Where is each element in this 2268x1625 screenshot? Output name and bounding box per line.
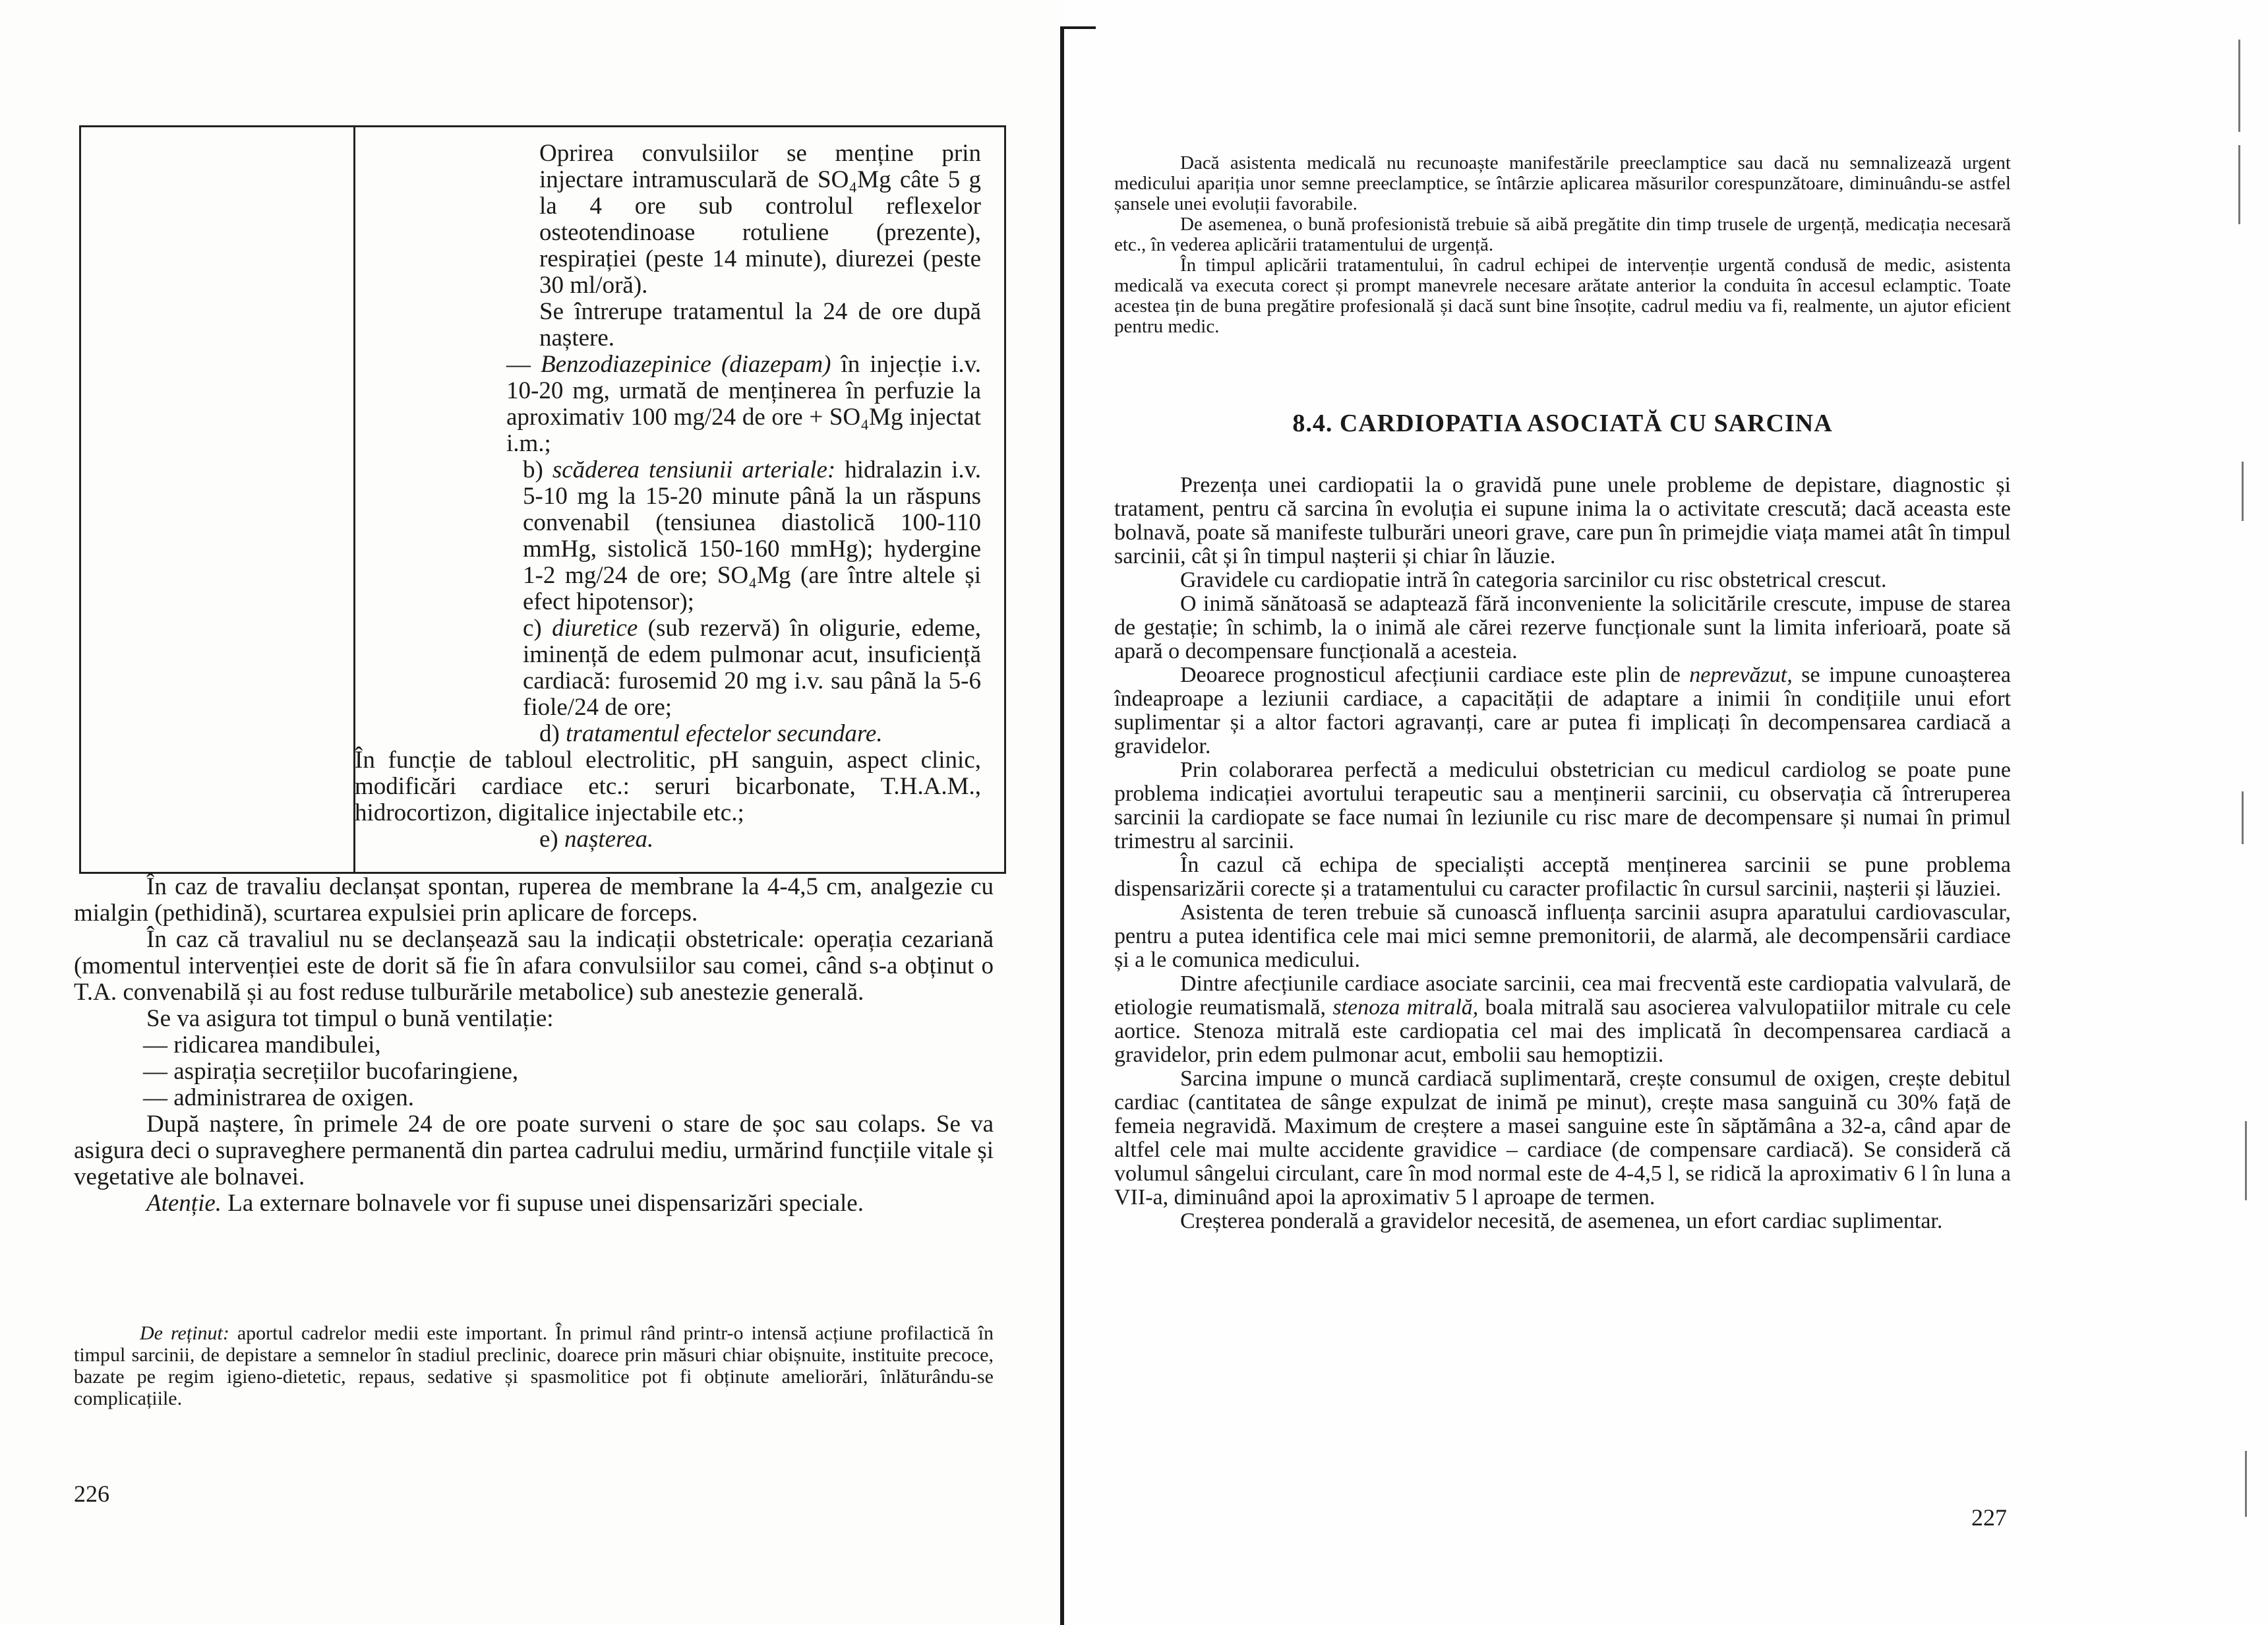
paragraph-text: se impune cunoașterea îndeaproape a leziunii cardiace, a capacității de adaptare a inimii în condițiile unui efort suplimentar și a altor factori agravanți, care ar putea fi implicați în decompensarea cardiacă a gravidelor. xyxy=(1114,663,2011,758)
treatment-box xyxy=(79,125,1006,874)
paragraph-text: O inimă sănătoasă se adaptează fără inconveniente la solicitările crescute, impuse de starea de gestație; în schimb, la o inimă ale cărei rezerve funcționale sunt la limita inferioară, poate să apară o decompensare funcțională a acesteia. xyxy=(1114,592,2011,663)
item-marker: c) xyxy=(523,615,552,642)
paragraph-text: La externare bolnavele vor fi supuse unei dispensarizări speciale. xyxy=(222,1190,864,1217)
box-paragraph xyxy=(355,352,981,457)
item-marker: e) xyxy=(539,826,564,853)
note-de-retinut xyxy=(74,1322,994,1409)
paragraph-text: în injecție i.v. 10-20 mg, urmată de menținerea în perfuzie la aproximativ 100 mg/24 de ore + SO₄Mg injectat i.m.; xyxy=(506,351,981,457)
list-item xyxy=(74,1058,994,1085)
paragraph-text: Se întrerupe tratamentul la 24 de ore după naștere. xyxy=(539,298,981,352)
paragraph-text: Asistenta de teren trebuie să cunoască influența sarcinii asupra aparatului cardiovascular, pentru a putea identifica cele mai mici semne premonitorii, de alarmă, ale decompensării cardiace și a le comunica medicului. xyxy=(1114,900,2011,972)
emphasis-text: diuretice xyxy=(552,615,638,642)
paragraph-text: Gravidele cu cardiopatie intră în categoria sarcinilor cu risc obstetrical crescut. xyxy=(1180,568,1887,592)
emphasis-text: nașterea. xyxy=(564,826,654,853)
page-number-right: 227 xyxy=(1971,1504,2007,1531)
body-paragraph xyxy=(74,1190,994,1217)
box-paragraph xyxy=(355,721,981,747)
paragraph-text: Dacă asistenta medicală nu recunoaște manifestările preeclamptice sau dacă nu semnalizează urgent medicului apariția unor semne preeclamptice, se întârzie aplicarea măsurilor corespunzătoare, diminuându-se astfel șansele unei evoluții favorabile. xyxy=(1114,152,2011,214)
box-paragraph xyxy=(355,457,981,615)
box-paragraph xyxy=(355,299,981,352)
paragraph-text: Oprirea convulsiilor se menține prin injectare intramusculară de SO₄Mg câte 5 g la 4 ore sub controlul reflexelor osteotendinoase rotuliene (prezente), respirației (peste 14 minute), diurezei (peste 30 ml/oră). xyxy=(539,140,981,299)
paragraph-text: Sarcina impune o muncă cardiacă suplimentară, crește consumul de oxigen, crește debitul cardiac (cantitatea de sânge expulzat de inimă pe minut), crește masa sanguină cu 30% față de femeia negravidă. Maximum de creștere a masei sanguine este în săptămâna a 32-a, când apar de altfel cele mai multe accidente gravidice – cardiace (de compensare cardiacă). Se consideră că volumul sângelui circulant, care în mod normal este de 4-4,5 l, se ridică la aproximativ 6 l în luna a VII-a, diminuând apoi la aproximativ 5 l aproape de termen. xyxy=(1114,1066,2011,1210)
item-marker: b) xyxy=(523,456,552,483)
body-paragraph xyxy=(1114,474,2011,568)
paragraph-text: Deoarece prognosticul afecțiunii cardiace este plin de xyxy=(1180,663,1690,687)
emphasis-text: tratamentul efectelor secundare. xyxy=(566,720,883,747)
paragraph-text: — administrarea de oxigen. xyxy=(143,1084,414,1111)
paragraph-text: Prezența unei cardiopatii la o gravidă pune unele probleme de depistare, diagnostic și tratament, pentru că sarcina în evoluția ei supune inima la o activitate crescută; dacă aceasta este bolnavă, poate să manifeste tulburări uneori grave, care pun în primejdie viața mamei atât în timpul sarcinii, cât și în timpul nașterii și chiar în lăuzie. xyxy=(1114,473,2011,568)
paragraph-text: Prin colaborarea perfectă a medicului obstetrician cu medicul cardiolog se poate pune problema indicației avortului terapeutic sau a menținerii sarcinii, cu observația că întreruperea sarcinii la cardiopate se face numai în leziunile cu risc mare de decompensare și numai în primul trimestru al sarcinii. xyxy=(1114,758,2011,853)
note-text: aportul cadrelor medii este important. În primul rând printr-o intensă acțiune profilactică în timpul sarcinii, de depistare a semnelor în stadiul preclinic, doarece prin măsuri chiar obișnuite, instituite precoce, bazate pe regim igieno-dietetic, repaus, sedative și spasmolitice pot fi obținute ameliorări, înlăturându-se complicațiile. xyxy=(74,1322,994,1409)
right-body-text xyxy=(1114,474,2011,1233)
paragraph-text: Dintre afecțiunile cardiace asociate sarcinii, cea mai frecventă este cardiopatia valvulară, de etiologie reumatismală, xyxy=(1114,971,2011,1020)
note-label: De reținut: xyxy=(140,1322,229,1344)
body-paragraph xyxy=(74,1006,994,1032)
left-page xyxy=(0,0,1063,1625)
emphasis-text: scăderea tensiunii arteriale: xyxy=(552,456,836,483)
emphasis-text: Benzodiazepinice (diazepam) xyxy=(541,351,831,378)
paragraph-text: (sub rezervă) în oligurie, edeme, iminență de edem pulmonar acut, insuficiență cardiacă: furosemid 20 mg i.v. sau până la 5-6 fiole/24 de ore; xyxy=(523,615,981,721)
note-paragraph xyxy=(1114,255,2011,337)
paragraph-text: Se va asigura tot timpul o bună ventilație: xyxy=(146,1005,554,1032)
item-marker: — xyxy=(506,351,541,378)
gutter-mark xyxy=(1063,26,1096,29)
paragraph-text: În cazul că echipa de specialiști acceptă menținerea sarcinii se pune problema dispensarizării corecte și a tratamentului cu caracter profilactic în cursul sarcinii, nașterii și lăuziei. xyxy=(1114,853,2011,901)
page-number-left: 226 xyxy=(74,1481,109,1507)
left-body-text xyxy=(74,874,994,1217)
paragraph-text: Creșterea ponderală a gravidelor necesită, de asemenea, un efort cardiac suplimentar. xyxy=(1180,1209,1943,1233)
section-heading: 8.4. CARDIOPATIA ASOCIATĂ CU SARCINA xyxy=(1292,410,1833,437)
body-paragraph xyxy=(1114,568,2011,592)
book-gutter xyxy=(1060,26,1064,1625)
page-edge-mark xyxy=(2242,791,2244,844)
page-edge-mark xyxy=(2238,40,2240,132)
box-paragraph xyxy=(355,826,981,853)
paragraph-text: — ridicarea mandibulei, xyxy=(143,1031,381,1058)
body-paragraph xyxy=(74,1111,994,1190)
paragraph-text: În caz că travaliul nu se declanșează sau la indicații obstetricale: operația cezariană (momentul intervenției este de dorit să fie în afara convulsiilor sau comei, când s-a obținut o T.A. convenabilă și au fost reduse tulburările metabolice) sub anestezie generală. xyxy=(74,926,994,1006)
page-edge-mark xyxy=(2242,462,2244,521)
page-edge-mark xyxy=(2245,1121,2247,1200)
body-paragraph xyxy=(74,927,994,1006)
note-paragraph xyxy=(1114,214,2011,255)
box-paragraph xyxy=(355,140,981,299)
paragraph-text: — aspirația secrețiilor bucofaringiene, xyxy=(143,1058,519,1085)
body-paragraph xyxy=(1114,1210,2011,1233)
paragraph-text: După naștere, în primele 24 de ore poate surveni o stare de șoc sau colaps. Se va asigura deci o supraveghere permanentă din partea cadrului mediu, urmărind funcțiile vitale și vegetative ale bolnavei. xyxy=(74,1111,994,1190)
paragraph-text: În caz de travaliu declanșat spontan, ruperea de membrane la 4-4,5 cm, analgezie cu mialgin (pethidină), scurtarea expulsiei prin aplicare de forceps. xyxy=(74,873,994,927)
body-paragraph xyxy=(1114,663,2011,758)
list-item xyxy=(74,1032,994,1058)
body-paragraph xyxy=(1114,592,2011,663)
paragraph-text: În funcție de tabloul electrolitic, pH sanguin, aspect clinic, modificări cardiace etc.: seruri bicarbonate, T.H.A.M., hidrocortizon, digitalice injectabile etc.; xyxy=(355,747,981,826)
emphasis-text: Atenție. xyxy=(146,1190,222,1217)
box-paragraph xyxy=(355,615,981,721)
paragraph-text: hidralazin i.v. 5-10 mg la 15-20 minute până la un răspuns convenabil (tensiunea diastolică 100-110 mmHg, sistolică 150-160 mmHg); hydergine 1-2 mg/24 de ore; SO₄Mg (are între altele și efect hipotensor); xyxy=(523,456,981,615)
body-paragraph xyxy=(1114,1067,2011,1210)
emphasis-text: stenoza mitrală, xyxy=(1332,995,1479,1020)
list-item xyxy=(74,1085,994,1111)
page-edge-mark xyxy=(2245,1451,2247,1517)
emphasis-text: neprevăzut, xyxy=(1689,663,1793,687)
box-paragraph xyxy=(355,747,981,826)
right-top-notes xyxy=(1114,153,2011,337)
body-paragraph xyxy=(1114,853,2011,901)
box-content xyxy=(355,140,981,853)
note-paragraph xyxy=(1114,153,2011,214)
page-edge-mark xyxy=(2238,145,2240,224)
body-paragraph xyxy=(74,874,994,927)
body-paragraph xyxy=(1114,901,2011,972)
body-paragraph xyxy=(1114,972,2011,1067)
paragraph-text: În timpul aplicării tratamentului, în cadrul echipei de intervenție urgentă condusă de medic, asistenta medicală va executa corect și prompt manevrele necesare arătate anterior la conduita în accesul eclamptic. Toate acestea țin de buna pregătire profesională și dacă sunt bine însoțite, cadrul mediu va fi, realmente, un ajutor eficient pentru medic. xyxy=(1114,255,2011,337)
item-marker: d) xyxy=(539,720,566,747)
paragraph-text: De asemenea, o bună profesionistă trebuie să aibă pregătite din timp trusele de urgență, medicația necesară etc., în vederea aplicării tratamentului de urgență. xyxy=(1114,214,2011,255)
body-paragraph xyxy=(1114,758,2011,853)
paragraph-text: boala mitrală sau asocierea valvulopatiilor mitrale cu cele aortice. Stenoza mitrală este cardiopatia cel mai des implicată în decompensarea cardiacă a gravidelor, prin edem pulmonar acut, embolii sau hemoptizii. xyxy=(1114,995,2011,1067)
